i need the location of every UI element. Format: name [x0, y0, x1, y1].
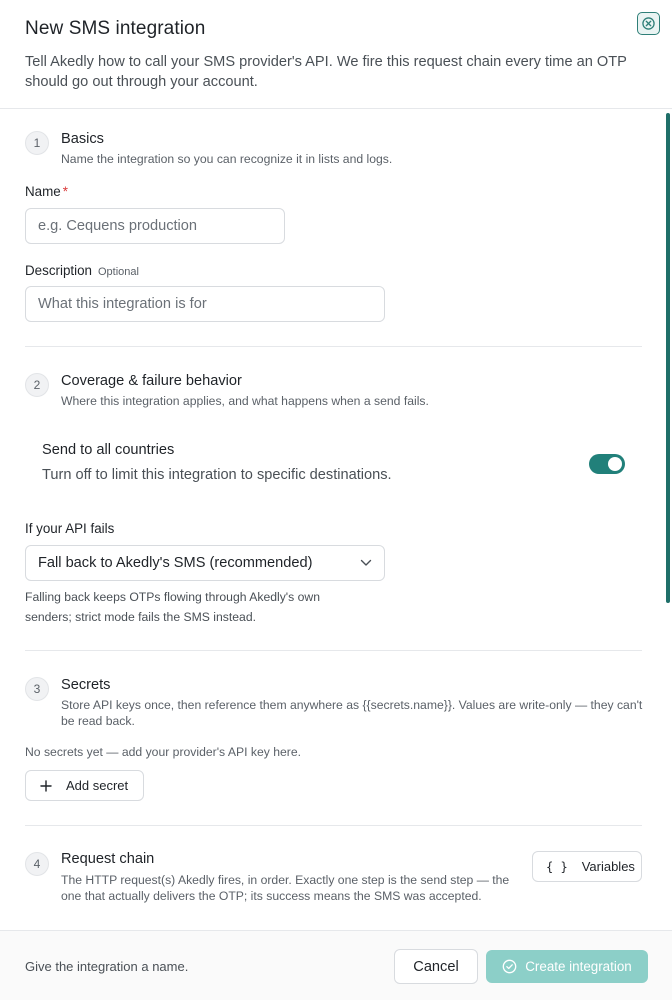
- send-all-countries-description: Turn off to limit this integration to specific destinations.: [42, 467, 392, 483]
- create-integration-button[interactable]: [486, 950, 648, 983]
- section-divider: [25, 825, 642, 826]
- dialog-footer: [0, 930, 672, 1000]
- plus-icon: [40, 780, 52, 792]
- api-fails-select[interactable]: [25, 545, 385, 581]
- create-integration-label: Create integration: [525, 959, 632, 974]
- variables-button[interactable]: [532, 851, 642, 882]
- dialog-body[interactable]: [0, 109, 672, 930]
- api-fails-selected-value: Fall back to Akedly's SMS (recommended): [38, 555, 313, 571]
- section-number-basics: 1: [25, 131, 49, 155]
- section-number-coverage: 2: [25, 373, 49, 397]
- section-description-basics: Name the integration so you can recognize it in lists and logs.: [61, 152, 393, 166]
- section-description-request-chain: The HTTP request(s) Akedly fires, in order. Exactly one step is the send step — the one that actually delivers the OTP; its success means the SMS was accepted.: [61, 873, 510, 903]
- section-divider: [25, 346, 642, 347]
- add-secret-button[interactable]: [25, 770, 144, 801]
- send-all-countries-title: Send to all countries: [42, 442, 175, 458]
- cancel-button[interactable]: Cancel: [394, 949, 478, 984]
- close-icon: [642, 17, 655, 30]
- api-fails-label: If your API fails: [25, 521, 115, 536]
- section-description-secrets: Store API keys once, then reference them anywhere as {{secrets.name}}. Values are write-only — they can't be read back.: [61, 698, 643, 728]
- section-title-coverage: Coverage & failure behavior: [61, 373, 242, 389]
- description-label-text: Description: [25, 263, 92, 278]
- send-all-countries-toggle[interactable]: [589, 454, 625, 474]
- chevron-down-icon: [360, 559, 372, 567]
- section-number-request-chain: 4: [25, 852, 49, 876]
- dialog-title: New SMS integration: [25, 18, 206, 39]
- section-divider: [25, 650, 642, 651]
- dialog-subtitle: Tell Akedly how to call your SMS provider's API. We fire this request chain every time an OTP should go out through your account.: [25, 54, 627, 90]
- section-title-secrets: Secrets: [61, 677, 111, 693]
- section-description-coverage: Where this integration applies, and what happens when a send fails.: [61, 394, 429, 408]
- close-button[interactable]: [637, 12, 660, 35]
- name-label-text: Name: [25, 184, 61, 199]
- section-number-secrets: 3: [25, 677, 49, 701]
- footer-validation-message: Give the integration a name.: [25, 959, 189, 974]
- required-mark: *: [62, 184, 68, 199]
- description-input[interactable]: [25, 286, 385, 322]
- secrets-empty-text: No secrets yet — add your provider's API key here.: [25, 745, 301, 759]
- description-label: [25, 263, 139, 278]
- variables-label: Variables: [581, 859, 635, 874]
- api-fails-hint: Falling back keeps OTPs flowing through Akedly's own senders; strict mode fails the SMS instead.: [25, 590, 320, 624]
- dialog-header: [0, 0, 672, 109]
- optional-tag: Optional: [97, 266, 139, 278]
- section-title-request-chain: Request chain: [61, 851, 155, 867]
- name-input[interactable]: [25, 208, 285, 244]
- add-secret-label: Add secret: [66, 778, 129, 793]
- scrollbar-thumb[interactable]: [666, 113, 670, 603]
- braces-icon: { }: [546, 859, 568, 874]
- name-label: [25, 184, 68, 199]
- section-title-basics: Basics: [61, 131, 104, 147]
- check-circle-icon: [502, 959, 517, 974]
- toggle-knob: [608, 457, 622, 471]
